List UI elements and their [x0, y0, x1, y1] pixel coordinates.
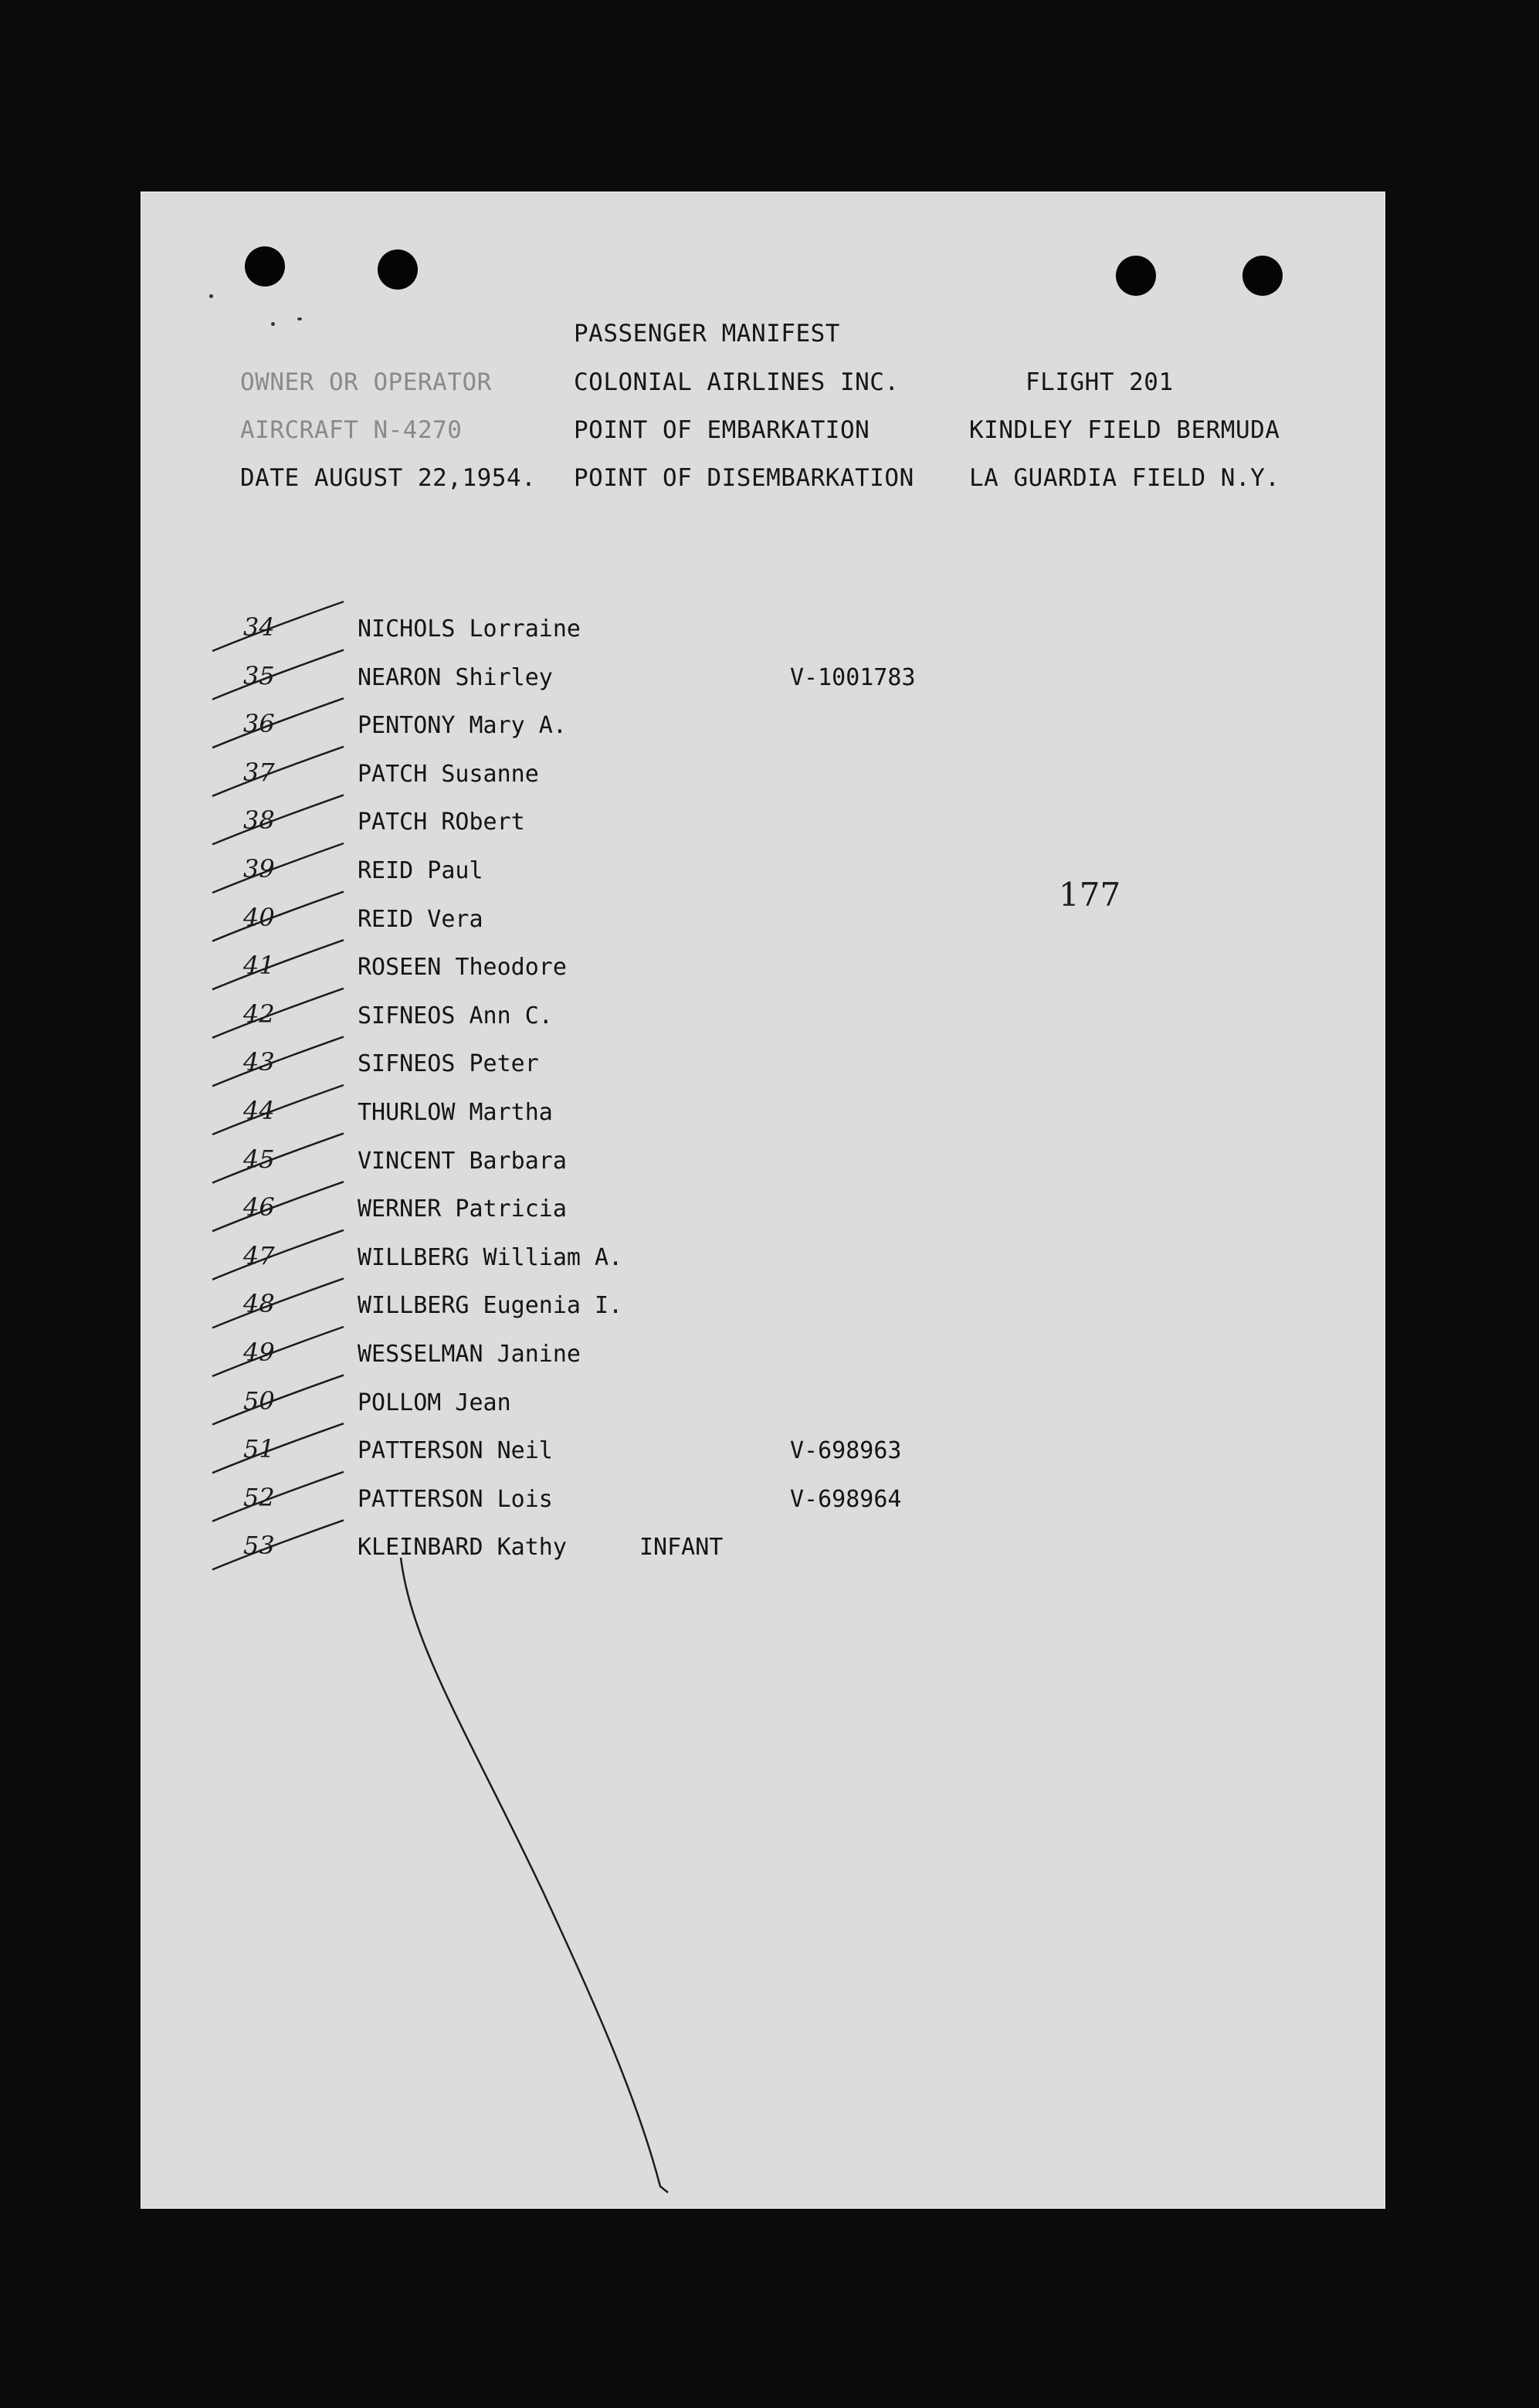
passenger-name: POLLOM Jean [358, 1389, 511, 1416]
passenger-visa: V-698964 [790, 1486, 902, 1513]
passenger-name: SIFNEOS Ann C. [358, 1002, 553, 1029]
manifest-title: PASSENGER MANIFEST [574, 320, 840, 348]
check-mark-stroke [212, 698, 344, 748]
passenger-name: PATCH RObert [358, 809, 525, 836]
flight-number: FLIGHT 201 [1025, 368, 1174, 396]
disembarkation-place: LA GUARDIA FIELD N.Y. [969, 464, 1280, 492]
check-mark-stroke [212, 1182, 344, 1231]
passenger-name: REID Vera [358, 906, 483, 933]
passenger-visa: V-698963 [790, 1437, 902, 1464]
check-mark-stroke [212, 602, 344, 651]
passenger-number: 42 [243, 999, 275, 1029]
passenger-number: 51 [243, 1434, 275, 1463]
passenger-number: 36 [243, 709, 275, 738]
passenger-number: 41 [243, 951, 275, 980]
check-mark-stroke [212, 1230, 344, 1280]
aircraft-label: AIRCRAFT N-4270 [240, 416, 463, 444]
passenger-name: WERNER Patricia [358, 1196, 567, 1223]
passenger-name: WILLBERG Eugenia I. [358, 1292, 623, 1319]
passenger-number: 38 [243, 805, 275, 835]
passenger-name: REID Paul [358, 857, 483, 884]
passenger-number: 43 [243, 1047, 275, 1077]
passenger-number: 52 [243, 1483, 275, 1512]
passenger-number: 44 [243, 1096, 275, 1125]
passenger-number: 47 [243, 1241, 275, 1270]
check-mark-stroke [212, 1036, 344, 1086]
owner-label: OWNER OR OPERATOR [240, 368, 492, 396]
embarkation-place: KINDLEY FIELD BERMUDA [969, 416, 1280, 444]
passenger-number: 40 [243, 903, 275, 932]
passenger-number: 46 [243, 1192, 275, 1222]
passenger-number: 53 [243, 1531, 275, 1560]
passenger-name: VINCENT Barbara [358, 1148, 567, 1175]
check-mark-stroke [212, 1134, 344, 1183]
check-mark-stroke [212, 843, 344, 893]
check-mark-stroke [212, 892, 344, 941]
passenger-name: KLEINBARD Kathy [358, 1534, 567, 1561]
passenger-name: PATCH Susanne [358, 761, 539, 788]
passenger-name: WILLBERG William A. [358, 1244, 623, 1271]
disembarkation-label: POINT OF DISEMBARKATION [574, 464, 914, 492]
check-mark-stroke [212, 1520, 344, 1569]
manifest-date: DATE AUGUST 22,1954. [240, 464, 537, 492]
passenger-number: 49 [243, 1338, 275, 1367]
check-mark-stroke [212, 1085, 344, 1134]
handwritten-marks [141, 192, 1386, 2210]
passenger-number: 45 [243, 1145, 275, 1174]
page-number: 177 [1059, 876, 1121, 914]
passenger-name: PENTONY Mary A. [358, 712, 567, 739]
passenger-name: WESSELMAN Janine [358, 1341, 581, 1368]
passenger-name: PATTERSON Lois [358, 1486, 553, 1513]
passenger-name: NICHOLS Lorraine [358, 616, 581, 643]
check-mark-stroke [212, 795, 344, 844]
manifest-page [141, 192, 1385, 2209]
passenger-visa: V-1001783 [790, 664, 916, 691]
check-mark-stroke [212, 650, 344, 700]
check-mark-stroke [212, 1472, 344, 1521]
passenger-number: 48 [243, 1289, 275, 1318]
passenger-number: 34 [243, 612, 275, 642]
passenger-name: ROSEEN Theodore [358, 954, 567, 981]
passenger-note: INFANT [639, 1534, 724, 1561]
passenger-name: PATTERSON Neil [358, 1437, 553, 1464]
passenger-number: 39 [243, 854, 275, 883]
pen-stroke [401, 1558, 668, 2193]
check-mark-stroke [212, 1423, 344, 1473]
passenger-number: 35 [243, 661, 275, 690]
embarkation-label: POINT OF EMBARKATION [574, 416, 870, 444]
check-mark-stroke [212, 940, 344, 989]
operator-name: COLONIAL AIRLINES INC. [574, 368, 900, 396]
passenger-number: 50 [243, 1386, 275, 1416]
check-mark-stroke [212, 1375, 344, 1425]
check-mark-stroke [212, 1278, 344, 1328]
check-mark-stroke [212, 747, 344, 796]
check-mark-stroke [212, 989, 344, 1038]
passenger-name: NEARON Shirley [358, 664, 553, 691]
check-mark-stroke [212, 1327, 344, 1376]
passenger-number: 37 [243, 758, 275, 787]
passenger-name: SIFNEOS Peter [358, 1050, 539, 1077]
passenger-name: THURLOW Martha [358, 1099, 553, 1126]
